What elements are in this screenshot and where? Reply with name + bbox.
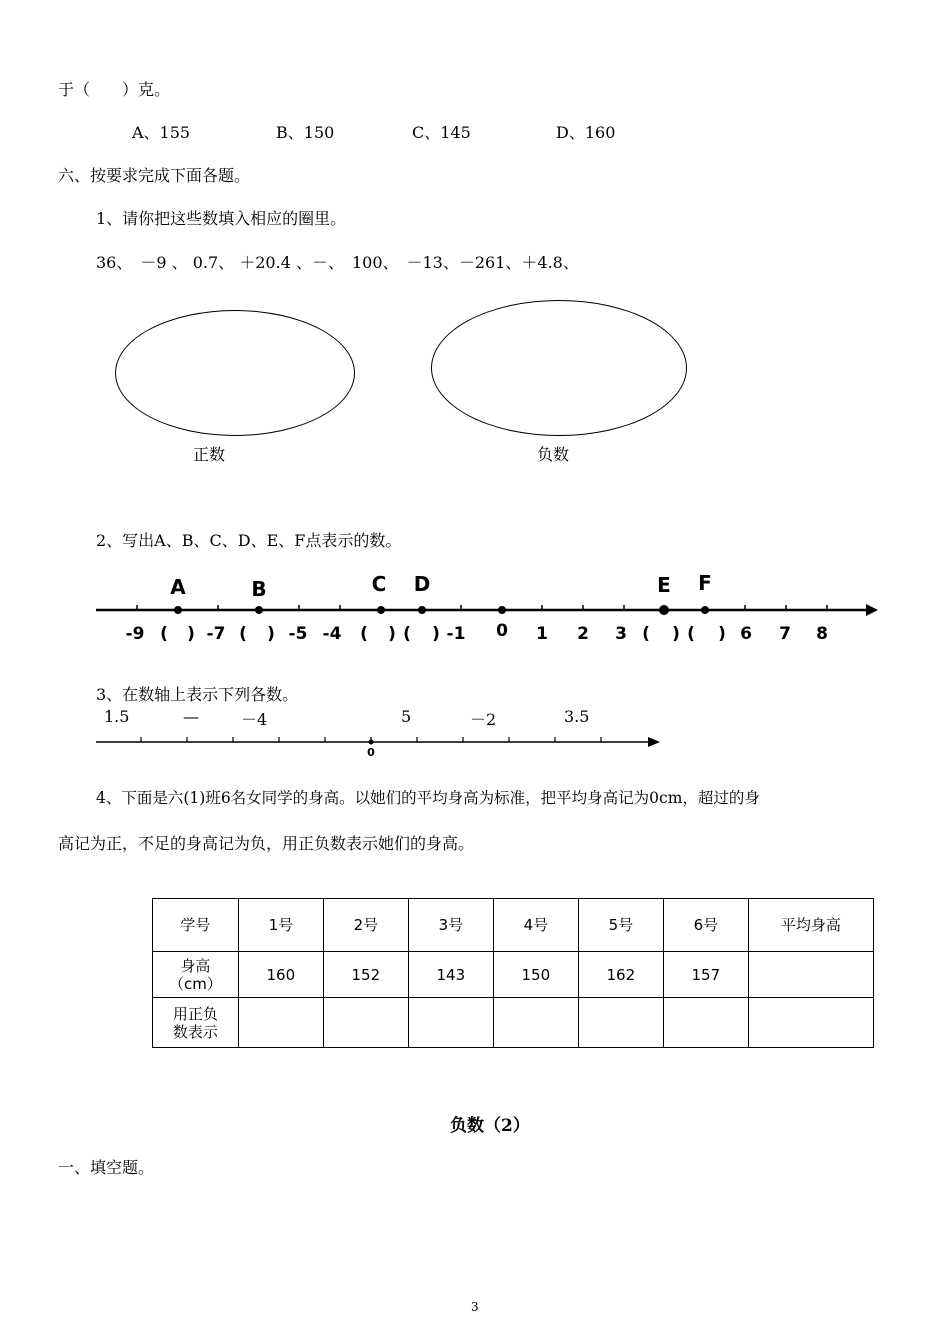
q5-option-d: D、160 xyxy=(556,123,616,142)
tick-label: 7 xyxy=(779,624,791,644)
point-zero xyxy=(498,606,506,614)
header-cell: 4号 xyxy=(493,899,578,952)
q5-tail: 于（ ）克。 xyxy=(58,80,171,99)
height-cell: 160 xyxy=(238,952,323,998)
q3-value: 1.5 xyxy=(104,707,130,726)
tick-label: ) xyxy=(672,624,680,644)
negative-label: 负数 xyxy=(537,445,570,464)
q2-prompt: 2、写出A、B、C、D、E、F点表示的数。 xyxy=(96,531,402,550)
section-6-title: 六、按要求完成下面各题。 xyxy=(58,166,251,185)
positive-circle[interactable] xyxy=(115,310,355,436)
answer-cell[interactable] xyxy=(663,998,748,1048)
height-cell[interactable] xyxy=(748,952,873,998)
answer-cell[interactable] xyxy=(323,998,408,1048)
height-cell: 150 xyxy=(493,952,578,998)
tick-label: 3 xyxy=(615,624,627,644)
zero-label: 0 xyxy=(367,746,375,759)
header-cell: 学号 xyxy=(153,899,239,952)
header-cell: 平均身高 xyxy=(748,899,873,952)
q3-value: －4 xyxy=(241,710,268,729)
point-d xyxy=(418,606,426,614)
tick-label: ) xyxy=(388,624,396,644)
height-cell: 157 xyxy=(663,952,748,998)
label-d: D xyxy=(413,572,431,596)
height-cell: 152 xyxy=(323,952,408,998)
tick-label: -7 xyxy=(206,624,226,644)
q5-option-b: B、150 xyxy=(276,123,335,142)
q5-option-a: A、155 xyxy=(132,123,191,142)
label-f: F xyxy=(698,571,712,595)
q5-option-c: C、145 xyxy=(412,123,471,142)
point-e xyxy=(659,605,669,615)
answer-cell[interactable] xyxy=(578,998,663,1048)
header-cell: 5号 xyxy=(578,899,663,952)
point-c xyxy=(377,606,385,614)
answer-cell[interactable] xyxy=(748,998,873,1048)
positive-label: 正数 xyxy=(193,445,226,464)
number-line-q3[interactable] xyxy=(0,728,950,760)
header-cell: 3号 xyxy=(408,899,493,952)
q4-prompt-line1: 4、下面是六(1)班6名女同学的身高。以她们的平均身高为标准，把平均身高记为0cm，超过的身 xyxy=(96,789,760,807)
label-e: E xyxy=(657,573,671,597)
label-c: C xyxy=(371,572,387,596)
label-b: B xyxy=(251,577,267,601)
label-a: A xyxy=(170,575,186,599)
tick-label: 8 xyxy=(816,624,828,644)
point-a xyxy=(174,606,182,614)
section-title: 负数（2） xyxy=(450,1116,530,1136)
height-cell: 143 xyxy=(408,952,493,998)
q3-prompt: 3、在数轴上表示下列各数。 xyxy=(96,685,299,704)
number-line-q2 xyxy=(0,570,950,650)
tick-label: -5 xyxy=(288,624,308,644)
tick-label: -1 xyxy=(446,624,466,644)
answer-cell[interactable] xyxy=(238,998,323,1048)
tick-label: ( xyxy=(642,624,650,644)
q1-prompt: 1、请你把这些数填入相应的圈里。 xyxy=(96,209,347,228)
q1-numbers: 36、 －9 、 0.7、 ＋20.4 、－、 100、 －13、－261、＋4.8、 xyxy=(96,253,579,272)
answer-cell[interactable] xyxy=(493,998,578,1048)
height-table xyxy=(152,898,874,1048)
q3-value: 5 xyxy=(401,707,412,726)
q3-value: — xyxy=(183,707,199,726)
tick-label: -4 xyxy=(322,624,342,644)
q3-value: －2 xyxy=(470,710,497,729)
header-cell: 2号 xyxy=(323,899,408,952)
tick-label: ( xyxy=(360,624,368,644)
tick-label: 0 xyxy=(496,621,508,641)
tick-label: ) xyxy=(718,624,726,644)
answer-cell[interactable] xyxy=(408,998,493,1048)
height-cell: 162 xyxy=(578,952,663,998)
point-f xyxy=(701,606,709,614)
section-fill-title: 一、填空题。 xyxy=(58,1158,155,1177)
tick-label: ( xyxy=(160,624,168,644)
tick-label: ( xyxy=(239,624,247,644)
q3-value: 3.5 xyxy=(564,707,590,726)
header-cell: 6号 xyxy=(663,899,748,952)
point-b xyxy=(255,606,263,614)
negative-circle[interactable] xyxy=(431,300,687,436)
tick-label: 6 xyxy=(740,624,752,644)
tick-label: ) xyxy=(267,624,275,644)
tick-label: 1 xyxy=(536,624,548,644)
header-cell: 1号 xyxy=(238,899,323,952)
tick-label: ) xyxy=(432,624,440,644)
row-label: 身高（cm） xyxy=(153,952,239,998)
page-number: 3 xyxy=(471,1300,479,1314)
row-label: 用正负数表示 xyxy=(153,998,239,1048)
tick-label: ( xyxy=(403,624,411,644)
q4-prompt-line2: 高记为正，不足的身高记为负，用正负数表示她们的身高。 xyxy=(58,834,475,853)
tick-label: ( xyxy=(687,624,695,644)
tick-label: ) xyxy=(187,624,195,644)
tick-label: -9 xyxy=(125,624,145,644)
tick-label: 2 xyxy=(577,624,589,644)
